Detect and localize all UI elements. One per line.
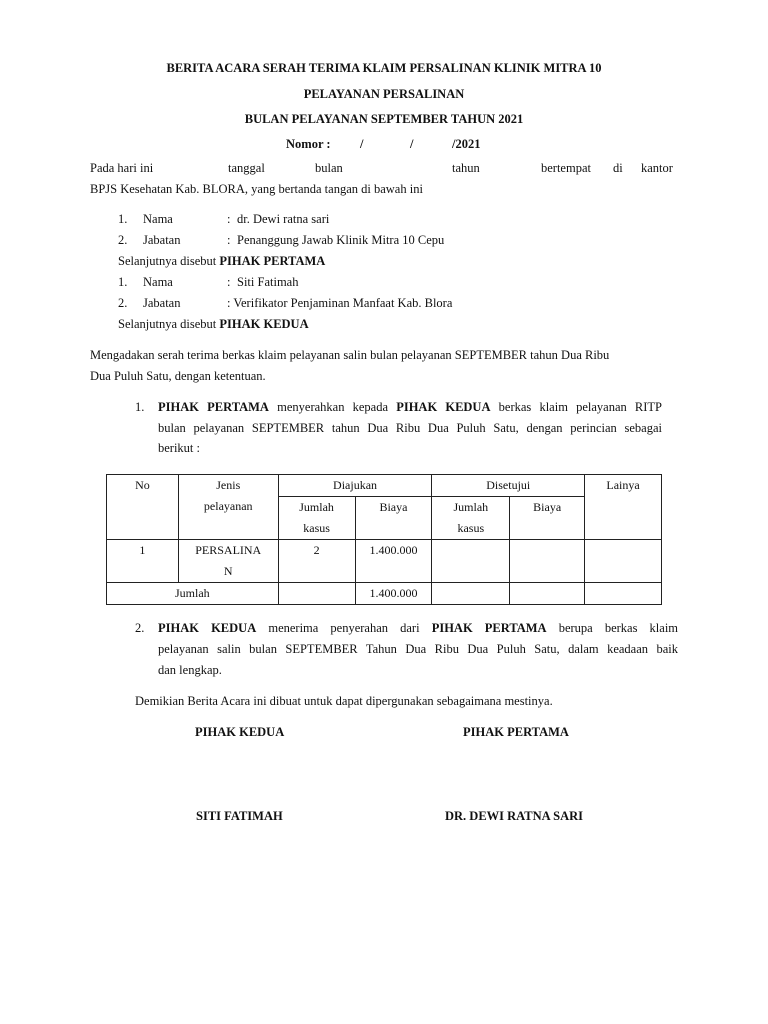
title-line-1: BERITA ACARA SERAH TERIMA KLAIM PERSALINAN KLINIK MITRA 10 — [166, 61, 602, 75]
header-no: No — [107, 475, 179, 540]
nomor-label: Nomor : — [286, 137, 331, 151]
pp-designation: PIHAK PERTAMA — [219, 254, 326, 268]
pp-nama-number: 1. — [118, 212, 128, 226]
subheader-jumlah-kasus-disetujui — [432, 497, 510, 540]
pk-jabatan-number: 2. — [118, 296, 128, 310]
point2-text-1: menerima penyerahan dari — [268, 621, 420, 635]
title-line-3: BULAN PELAYANAN SEPTEMBER TAHUN 2021 — [244, 112, 524, 126]
signature-left-role: PIHAK KEDUA — [195, 725, 285, 739]
pp-nama-colon: : — [227, 212, 231, 226]
mengadakan-line-1: Mengadakan serah terima berkas klaim pelayanan salin bulan pelayanan SEPTEMBER tahun Dua Ribu — [90, 348, 610, 362]
table-header-row — [107, 475, 662, 497]
header-jenis-pelayanan — [178, 475, 278, 540]
pp-jabatan-label: Jabatan — [143, 233, 181, 247]
total-biaya-disetujui — [510, 583, 585, 605]
pp-jabatan-number: 2. — [118, 233, 128, 247]
total-biaya-diajukan: 1.400.000 — [355, 583, 432, 605]
signature-right-name: DR. DEWI RATNA SARI — [445, 809, 583, 823]
row1-jenis-part2: N — [223, 564, 233, 578]
closing-statement: Demikian Berita Acara ini dibuat untuk dapat dipergunakan sebagaimana mestinya. — [135, 694, 553, 708]
row1-lainya — [585, 540, 662, 583]
table-total-row — [107, 583, 662, 605]
point2-text-2: berupa berkas klaim — [558, 621, 679, 635]
nomor-separator-2: / — [410, 137, 414, 151]
point2-line-2: pelayanan salin bulan SEPTEMBER Tahun Dua Ribu Dua Puluh Satu, dalam keadaan baik — [158, 642, 678, 656]
signature-right-role: PIHAK PERTAMA — [463, 725, 569, 739]
subheader-jumlah-kasus-diajukan — [278, 497, 355, 540]
sub-jumlah-2: Jumlah — [453, 500, 489, 514]
row1-jenis — [178, 540, 278, 583]
header-pelayanan: pelayanan — [203, 499, 253, 513]
point1-line-1 — [158, 400, 662, 415]
total-jumlah-disetujui — [432, 583, 510, 605]
table-row — [107, 540, 662, 583]
intro-word-3: bulan — [315, 161, 343, 175]
intro-word-4: tahun — [452, 161, 480, 175]
row1-biaya-diajukan: 1.400.000 — [355, 540, 432, 583]
total-label: Jumlah — [107, 583, 279, 605]
pk-selanjutnya-text: Selanjutnya disebut — [118, 317, 217, 331]
subheader-biaya-diajukan: Biaya — [355, 497, 432, 540]
point1-line-2: bulan pelayanan SEPTEMBER tahun Dua Ribu Dua Puluh Satu, dengan perincian sebagai — [158, 421, 662, 435]
point1-text-2: berkas klaim pelayanan RITP — [498, 400, 662, 414]
point2-line-1 — [158, 621, 678, 636]
subheader-biaya-disetujui: Biaya — [510, 497, 585, 540]
pp-jabatan-colon: : — [227, 233, 231, 247]
row1-jumlah-disetujui — [432, 540, 510, 583]
title-line-2: PELAYANAN PERSALINAN — [303, 87, 465, 101]
pk-nama-label: Nama — [143, 275, 173, 289]
point1-line-3: berikut : — [158, 441, 201, 455]
claim-table — [106, 474, 662, 605]
mengadakan-line-2: Dua Puluh Satu, dengan ketentuan. — [90, 369, 266, 383]
header-disetujui: Disetujui — [432, 475, 585, 497]
point2-line-3: dan lengkap. — [158, 663, 222, 677]
pp-jabatan-value: Penanggung Jawab Klinik Mitra 10 Cepu — [237, 233, 445, 247]
pk-jabatan-value: : Verifikator Penjaminan Manfaat Kab. Blora — [227, 296, 453, 310]
intro-word-1: Pada hari ini — [90, 161, 154, 175]
pp-selanjutnya-text: Selanjutnya disebut — [118, 254, 217, 268]
pk-jabatan-label: Jabatan — [143, 296, 181, 310]
point1-bold-2: PIHAK KEDUA — [396, 400, 491, 414]
point1-bold-1: PIHAK PERTAMA — [158, 400, 269, 414]
signature-left-name: SITI FATIMAH — [196, 809, 283, 823]
nomor-separator-1: / — [360, 137, 364, 151]
total-jumlah-diajukan — [278, 583, 355, 605]
point2-number: 2. — [135, 621, 145, 635]
header-diajukan: Diajukan — [278, 475, 432, 497]
pk-selanjutnya — [118, 317, 309, 332]
point1-text-1: menyerahkan kepada — [277, 400, 389, 414]
sub-jumlah-1: Jumlah — [299, 500, 334, 514]
intro-line-2: BPJS Kesehatan Kab. BLORA, yang bertanda tangan di bawah ini — [90, 182, 423, 196]
sub-kasus-1: kasus — [303, 521, 330, 535]
row1-no: 1 — [107, 540, 179, 583]
pp-nama-label: Nama — [143, 212, 173, 226]
point2-bold-1: PIHAK KEDUA — [158, 621, 257, 635]
row1-jenis-part1: PERSALINA — [195, 543, 262, 557]
total-lainya — [585, 583, 662, 605]
row1-jumlah-diajukan: 2 — [278, 540, 355, 583]
header-jenis: Jenis — [216, 478, 241, 492]
intro-word-5: bertempat — [541, 161, 591, 175]
pk-nama-colon: : — [227, 275, 231, 289]
pk-nama-value: Siti Fatimah — [237, 275, 299, 289]
pp-selanjutnya — [118, 254, 325, 269]
intro-word-6: di — [613, 161, 623, 175]
point1-number: 1. — [135, 400, 145, 414]
header-lainya: Lainya — [585, 475, 662, 540]
pk-designation: PIHAK KEDUA — [219, 317, 309, 331]
point2-bold-2: PIHAK PERTAMA — [431, 621, 547, 635]
pp-nama-value: dr. Dewi ratna sari — [237, 212, 330, 226]
sub-kasus-2: kasus — [457, 521, 485, 535]
pk-nama-number: 1. — [118, 275, 128, 289]
row1-biaya-disetujui — [510, 540, 585, 583]
intro-word-7: kantor — [641, 161, 673, 175]
nomor-year: /2021 — [452, 137, 481, 151]
intro-word-2: tanggal — [228, 161, 265, 175]
